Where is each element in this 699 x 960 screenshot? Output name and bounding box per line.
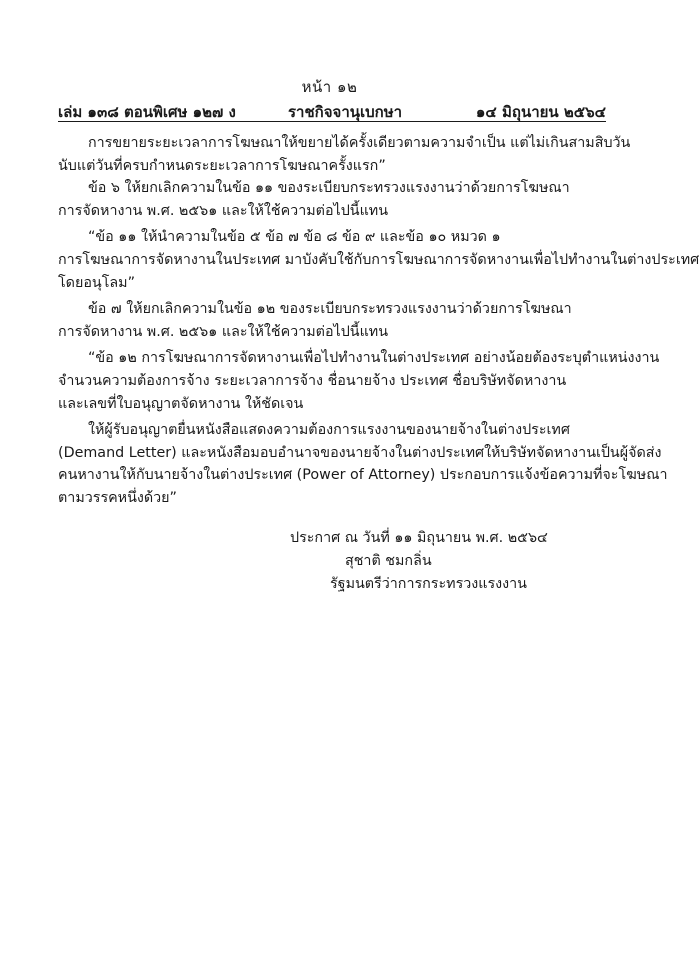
body-line: คนหางานให้กับนายจ้างในต่างประเทศ (Power of Attorney) ประกอบการแจ้งข้อความที่จะโฆษณา	[58, 467, 668, 484]
body-line: ข้อ ๖ ให้ยกเลิกความในข้อ ๑๑ ของระเบียบกระทรวงแรงงานว่าด้วยการโฆษณา	[88, 180, 570, 197]
page-number: หน้า ๑๒	[301, 78, 358, 96]
body-line: จำนวนความต้องการจ้าง ระยะเวลาการจ้าง ชื่อนายจ้าง ประเทศ ชื่อบริษัทจัดหางาน	[58, 372, 567, 389]
signatory-title: รัฐมนตรีว่าการกระทรวงแรงงาน	[330, 576, 527, 592]
body-line: ตามวรรคหนึ่งด้วย”	[58, 489, 177, 506]
announcement-date: ประกาศ ณ วันที่ ๑๑ มิถุนายน พ.ศ. ๒๕๖๔	[290, 530, 548, 546]
regulation-body	[58, 132, 699, 510]
gazette-name: ราชกิจจานุเบกษา	[288, 103, 403, 121]
body-line: ข้อ ๗ ให้ยกเลิกความในข้อ ๑๒ ของระเบียบกระทรวงแรงงานว่าด้วยการโฆษณา	[88, 301, 572, 318]
body-line: “ข้อ ๑๑ ให้นำความในข้อ ๕ ข้อ ๗ ข้อ ๘ ข้อ ๙ และข้อ ๑๐ หมวด ๑	[88, 229, 501, 246]
body-line: โดยอนุโลม”	[58, 274, 135, 291]
volume-info: เล่ม ๑๓๘ ตอนพิเศษ ๑๒๗ ง	[58, 103, 236, 121]
body-line: ให้ผู้รับอนุญาตยื่นหนังสือแสดงความต้องการแรงงานของนายจ้างในต่างประเทศ	[88, 422, 570, 439]
body-line: “ข้อ ๑๒ การโฆษณาการจัดหางานเพื่อไปทำงานในต่างประเทศ อย่างน้อยต้องระบุตำแหน่งงาน	[88, 350, 660, 367]
body-line: การจัดหางาน พ.ศ. ๒๕๖๑ และให้ใช้ความต่อไปนี้แทน	[58, 323, 388, 340]
body-line: การจัดหางาน พ.ศ. ๒๕๖๑ และให้ใช้ความต่อไปนี้แทน	[58, 202, 388, 219]
header-rule	[58, 121, 606, 122]
body-line: นับแต่วันที่ครบกำหนดระยะเวลาการโฆษณาครั้งแรก”	[58, 157, 386, 174]
body-line: การขยายระยะเวลาการโฆษณาให้ขยายได้ครั้งเดียวตามความจำเป็น แต่ไม่เกินสามสิบวัน	[88, 135, 631, 151]
publication-date: ๑๔ มิถุนายน ๒๕๖๔	[475, 103, 606, 121]
signatory-name: สุชาติ ชมกลิ่น	[345, 553, 432, 569]
body-line: (Demand Letter) และหนังสือมอบอำนาจของนายจ้างในต่างประเทศให้บริษัทจัดหางานเป็นผู้จัดส่ง	[58, 444, 662, 461]
body-line: การโฆษณาการจัดหางานในประเทศ มาบังคับใช้กับการโฆษณาการจัดหางานเพื่อไปทำงานในต่างประเทศ	[58, 251, 699, 268]
signature-block	[290, 527, 548, 596]
body-line: และเลขที่ใบอนุญาตจัดหางาน ให้ชัดเจน	[58, 395, 304, 412]
